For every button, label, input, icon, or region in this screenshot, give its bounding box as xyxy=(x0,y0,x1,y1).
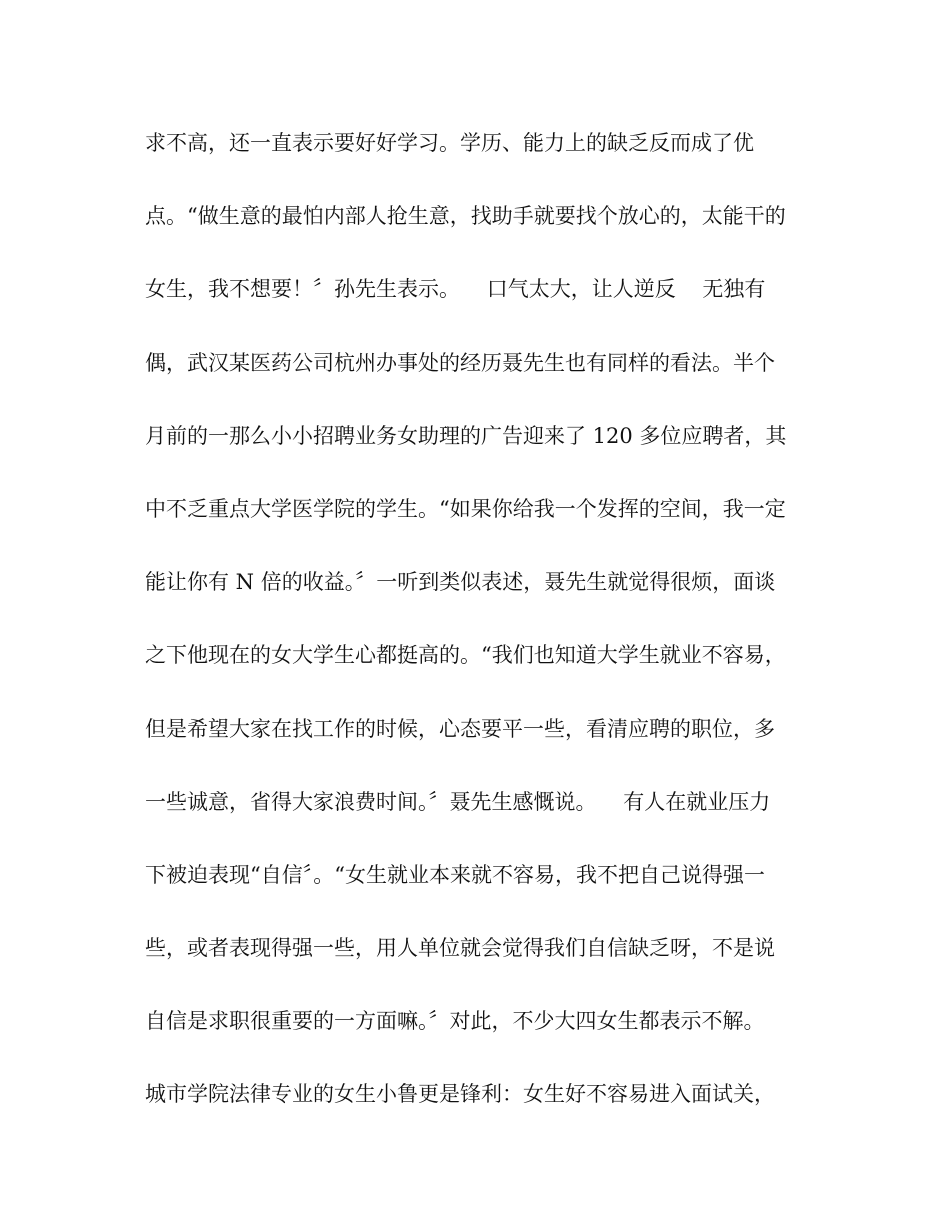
text-line-1: 求不高，还一直表示要好好学习。学历、能力上的缺乏反而成了优 xyxy=(145,131,754,155)
text-line-4: 偶，武汉某医药公司杭州办事处的经历聂先生也有同样的看法。半个 xyxy=(145,350,775,375)
text-line-6: 中不乏重点大学医学院的学生。“如果你给我一个发挥的空间，我一定 xyxy=(145,496,786,521)
text-line-12: 些，或者表现得强一些，用人单位就会觉得我们自信缺乏呀，不是说 xyxy=(145,936,775,961)
text-line-9: 但是希望大家在找工作的时候，心态要平一些，看清应聘的职位，多 xyxy=(145,716,775,741)
text-line-5: 月前的一那么小小招聘业务女助理的广告迎来了 120 多位应聘者，其 xyxy=(145,423,787,448)
text-line-11: 下被迫表现“自信〞。“女生就业本来就不容易，我不把自己说得强一 xyxy=(145,862,765,887)
text-line-7: 能让你有 N 倍的收益。〞一听到类似表述，聂先生就觉得很烦，面谈 xyxy=(145,570,776,595)
text-line-3: 女生，我不想要！〞孙先生表示。 口气太大，让人逆反 无独有 xyxy=(145,277,766,302)
text-line-2: 点。“做生意的最怕内部人抢生意，找助手就要找个放心的，太能干的 xyxy=(145,204,786,229)
text-line-14: 城市学院法律专业的女生小鲁更是锋利：女生好不容易进入面试关， xyxy=(145,1082,775,1107)
text-line-8: 之下他现在的女大学生心都挺高的。“我们也知道大学生就业不容易， xyxy=(145,643,786,668)
text-line-10: 一些诚意，省得大家浪费时间。〞聂先生感慨说。 有人在就业压力 xyxy=(145,789,771,814)
text-line-13: 自信是求职很重要的一方面嘛。〞对此，不少大四女生都表示不解。 xyxy=(145,1009,765,1034)
body-text xyxy=(145,121,815,1146)
